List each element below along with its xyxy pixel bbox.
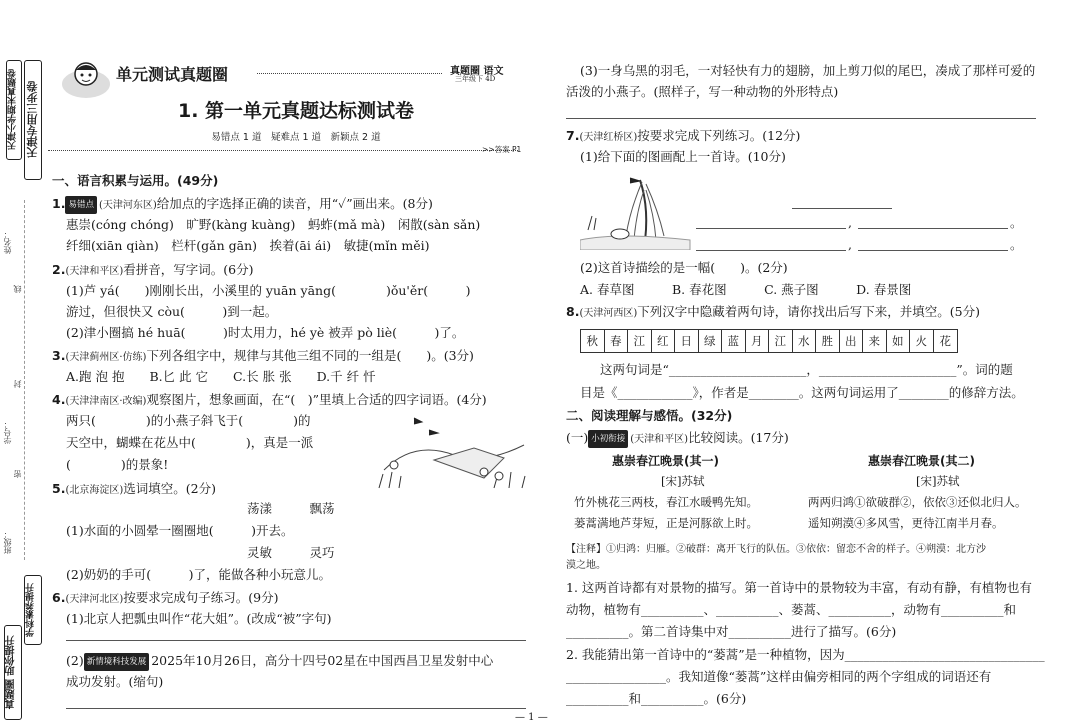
poem-2-line-2: 遥知朔漠④多风雪，更待江南半月春。 <box>808 516 1004 530</box>
q6-3-answer-line[interactable] <box>566 118 1036 119</box>
hidden-poem-grid <box>580 329 958 353</box>
q1-stem: 1. 易错点 (天津河东区)给加点的字选择正确的读音，用“✓”画出来。(8分) <box>52 195 433 215</box>
subject-box: 学科素养提升 <box>24 575 42 645</box>
poem-line-2b[interactable] <box>858 250 1008 251</box>
q4-line-1[interactable]: 两只( )的小燕子斜飞于( )的 <box>66 413 311 428</box>
grid-char: 江 <box>628 330 652 352</box>
page-number: — 1 — <box>515 712 548 723</box>
poem-title-line[interactable] <box>792 208 892 209</box>
spring-scene-illustration <box>374 410 534 490</box>
poem-1-line-1: 竹外桃花三两枝，春江水暖鸭先知。 <box>574 495 758 509</box>
tag-error-prone: 易错点 <box>65 196 97 214</box>
notes-line-1: 【注释】①归鸿：归雁。②破群：离开飞行的队伍。③依依：留恋不舍的样子。④朔漠：北方沙 <box>566 544 986 555</box>
q1-row-1[interactable]: 惠崇(cóng chóng) 旷野(kàng kuàng) 蚂蚱(mǎ mà) 闲散(sàn sǎn) <box>66 217 481 232</box>
q2-line-3[interactable]: (2)津小圈搞 hé huā( )时太用力，hé yè 被弄 pò liè( )了。 <box>66 325 465 340</box>
grid-char: 来 <box>863 330 887 352</box>
grade-label: 三年级下 4D <box>455 75 496 83</box>
reading-q2-line-2[interactable]: ________________。我知道像“蒌蒿”这样由偏旁相同的两个字组成的词语还有 <box>566 669 992 684</box>
grid-char: 胜 <box>816 330 840 352</box>
question-counts: 易错点 1 道 疑难点 1 道 新颖点 2 道 <box>211 132 381 143</box>
reading-1-heading: (一) 小初衔接 (天津和平区)比较阅读。(17分) <box>566 429 789 449</box>
poem-period-1: 。 <box>1010 215 1023 230</box>
q4-stem: 4.(天津津南区·改编)观察图片，想象画面，在“( )”里填上合适的四字词语。(4分) <box>52 392 487 407</box>
poem-2-line-1: 两两归鸿①欲破群②，依依③还似北归人。 <box>808 495 1027 509</box>
q6-3-line-2: 活泼的小燕子。(照样子，写一种动物的外形特点) <box>566 84 839 99</box>
q8-fill-line-2[interactable]: 目是《____________》，作者是________。这两句词运用了________的修辞方法。 <box>580 385 1024 400</box>
header-badge: 单元测试真题圈 <box>116 65 229 84</box>
q2-line-1[interactable]: (1)芦 yá( )刚刚长出，小溪里的 yuān yāng( )ǒu'ěr( ) <box>66 283 471 298</box>
binding-margin <box>0 0 48 726</box>
section-2-heading: 二、阅读理解与感悟。(32分) <box>566 408 733 423</box>
q7-options[interactable]: A. 春草图 B. 春花图 C. 燕子图 D. 春景图 <box>580 282 912 297</box>
seal-line <box>24 200 25 560</box>
grid-char: 江 <box>769 330 793 352</box>
series-label: 天津小学期末真题卷 <box>6 60 22 160</box>
right-column <box>566 0 1056 726</box>
q6-answer-line-1[interactable] <box>66 640 526 641</box>
reading-q2-line-3[interactable]: __________和__________。(6分) <box>566 691 747 706</box>
grid-char: 蓝 <box>722 330 746 352</box>
q2-stem: 2.(天津和平区)看拼音，写字词。(6分) <box>52 262 254 277</box>
brand-label: 真题圈 语文 <box>450 66 504 77</box>
seal-mark-line: 线 <box>13 285 22 293</box>
q5-words-2: 灵敏 灵巧 <box>247 545 335 560</box>
q6-sentence-1: (1)北京人把瓢虫叫作“花大姐”。(改成“被”字句) <box>66 611 332 626</box>
poem-line-1b[interactable] <box>858 228 1008 229</box>
grid-char: 花 <box>939 334 951 348</box>
q8-fill-line-1[interactable]: 这两句词是“______________________，______________________”。词的题 <box>600 362 1013 377</box>
reading-q1-line-3[interactable]: __________。第二首诗集中对__________进行了描写。(6分) <box>566 624 897 639</box>
grid-char: 绿 <box>699 330 723 352</box>
page-title: 1. 第一单元真题达标测试卷 <box>177 100 415 122</box>
q2-line-2[interactable]: 游过，但很快又 còu( )到一起。 <box>66 304 278 319</box>
q7-part-2: (2)这首诗描绘的是一幅( )。(2分) <box>580 260 788 275</box>
willow-duck-illustration <box>580 170 692 250</box>
grid-char: 月 <box>746 330 770 352</box>
poem-2-title: 惠崇春江晚景(其二) <box>868 454 975 468</box>
poem-comma-1: , <box>848 215 852 230</box>
grid-char: 红 <box>652 330 676 352</box>
poem-comma-2: , <box>848 237 852 252</box>
grid-char: 秋 <box>581 330 605 352</box>
q5-stem: 5.(北京海淀区)选词填空。(2分) <box>52 481 216 496</box>
q4-line-3[interactable]: ( )的景象! <box>66 457 169 472</box>
title-rule <box>48 150 518 151</box>
q6-answer-line-2[interactable] <box>66 708 526 709</box>
header-rule <box>257 73 442 74</box>
reading-q1-line-1: 1. 这两首诗都有对景物的描写。第一首诗中的景物较为丰富，有动有静，有植物也有 <box>566 580 1032 595</box>
series-title-box: 天津专用三步卷 <box>24 60 42 180</box>
answer-ref: >>答案 P1 <box>482 145 522 154</box>
tag-new-context: 新情境科技发展 <box>84 653 150 671</box>
q8-stem: 8.(天津河西区)下列汉字中隐藏着两句诗，请你找出后写下来，并填空。(5分) <box>566 304 980 319</box>
poem-line-2a[interactable] <box>696 250 846 251</box>
grid-char: 日 <box>675 330 699 352</box>
poem-line-1a[interactable] <box>696 228 846 229</box>
q3-options[interactable]: A.跑 泡 抱 B.匕 此 它 C.长 胀 张 D.千 纤 忏 <box>66 369 376 384</box>
seal-mark-seal: 封 <box>13 380 22 388</box>
q5-sentence-2[interactable]: (2)奶奶的手可( )了，能做各种小玩意儿。 <box>66 567 331 582</box>
q5-sentence-1[interactable]: (1)水面的小圆晕一圈圈地( )开去。 <box>66 523 294 538</box>
notes-line-2: 漠之地。 <box>566 560 606 571</box>
seal-mark-secret: 密 <box>13 470 22 478</box>
mascot-logo <box>60 58 112 100</box>
q4-line-2[interactable]: 天空中，蝴蝶在花丛中( )，真是一派 <box>66 435 314 450</box>
q6-stem: 6.(天津河北区)按要求完成句子练习。(9分) <box>52 590 279 605</box>
reading-q2-line-1[interactable]: 2. 我能猜出第一首诗中的“蒌蒿”是一种植物，因为________________________________ <box>566 647 1045 662</box>
q7-stem: 7.(天津红桥区)按要求完成下列练习。(12分) <box>566 128 801 143</box>
name-label: 姓名： <box>3 230 12 254</box>
poem-2-author: [宋]苏轼 <box>916 474 960 488</box>
poem-1-title: 惠崇春江晚景(其一) <box>612 454 719 468</box>
poem-1-author: [宋]苏轼 <box>661 474 705 488</box>
brand-box: 真题圈 助你提升 <box>4 625 22 720</box>
section-1-heading: 一、语言积累与运用。(49分) <box>52 173 219 188</box>
q1-row-2[interactable]: 纤细(xiān qiàn) 栏杆(gǎn gān) 挨着(āi ái) 敏捷(mǐn měi) <box>66 238 430 253</box>
q6-3-line-1: (3)一身乌黑的羽毛，一对轻快有力的翅膀，加上剪刀似的尾巴，凑成了那样可爱的 <box>580 63 1036 78</box>
grid-char: 如 <box>887 330 911 352</box>
poem-1-line-2: 蒌蒿满地芦芽短，正是河豚欲上时。 <box>574 516 758 530</box>
grid-char: 春 <box>605 330 629 352</box>
student-id-label: 学号： <box>3 420 12 444</box>
q3-stem: 3.(天津蓟州区·仿练)下列各组字中，规律与其他三组不同的一组是( )。(3分) <box>52 348 474 363</box>
grid-char: 出 <box>840 330 864 352</box>
q6-sentence-2-cont: 成功发射。(缩句) <box>66 674 164 689</box>
grid-char: 水 <box>793 330 817 352</box>
class-label: 班级： <box>3 530 12 554</box>
reading-q1-line-2[interactable]: 动物，植物有__________、__________、蒌蒿、__________，动物有__________和 <box>566 602 1017 617</box>
left-column <box>52 0 540 726</box>
tag-transition: 小初衔接 <box>588 430 628 448</box>
grid-char: 火 <box>910 330 934 352</box>
q5-words-1: 荡漾 飘荡 <box>247 501 335 516</box>
q7-part-1: (1)给下面的图画配上一首诗。(10分) <box>580 149 786 164</box>
q6-sentence-2: (2) 新情境科技发展 2025年10月26日，高分十四号02星在中国西昌卫星发射中心 <box>66 652 493 671</box>
poem-period-2: 。 <box>1010 237 1023 252</box>
